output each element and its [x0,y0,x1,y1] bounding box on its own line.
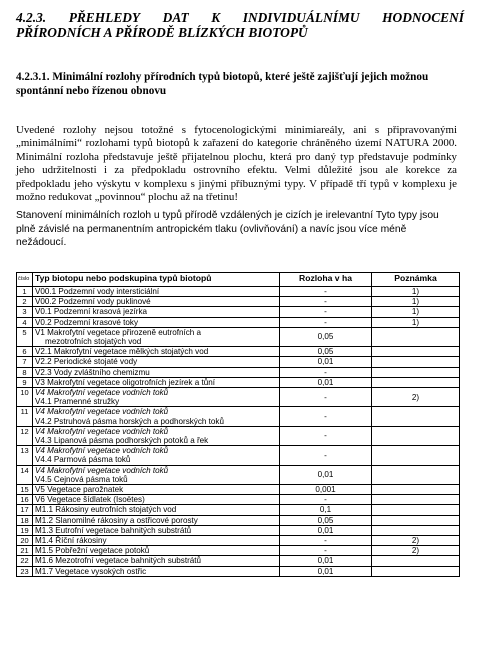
note-cell [372,446,460,465]
biotope-type-cell [33,536,280,546]
biotope-type-cell [33,505,280,515]
table-row [17,485,460,495]
biotope-type-label: V2.1 Makrofytní vegetace mělkých stojatých vod [35,347,209,357]
heading-word: HODNOCENÍ [382,10,464,25]
area-cell: 0,01 [280,525,372,535]
table-row [17,465,460,484]
biotope-type-label: V3 Makrofytní vegetace oligotrofních jezírek a tůní [35,377,215,387]
row-number: 22 [17,556,33,566]
area-cell: - [280,446,372,465]
biotope-type-label: V1 Makrofytní vegetace přirozeně eutrofních a [35,327,202,337]
table-row [17,505,460,515]
biotope-type-cell [33,465,280,484]
table-row [17,347,460,357]
note-cell [372,505,460,515]
biotope-type-cell [33,525,280,535]
area-cell: 0,01 [280,556,372,566]
col-header-biotope-type: Typ biotopu nebo podskupina typů biotopů [33,273,280,287]
area-cell: 0,05 [280,515,372,525]
table-row [17,495,460,505]
table-row [17,287,460,297]
irrelevance-paragraph: Stanovení minimálních rozloh u typů přírodě vzdálených je cizích je irelevantní Tyto typy jsou plně závislé na permanentním antropickém tlaku (ovlivňování) a navíc jsou více méně nežádoucí. [16,210,439,249]
table-row [17,426,460,445]
area-cell: - [280,317,372,327]
area-cell: - [280,546,372,556]
biotope-type-cell [33,347,280,357]
biotope-type-label: V00.1 Podzemní vody intersticiální [35,287,160,296]
note-cell: 2) [372,388,460,407]
area-cell: - [280,307,372,317]
note-cell: 1) [372,287,460,297]
area-cell: - [280,367,372,377]
table-row [17,377,460,387]
note-cell [372,377,460,387]
biotope-type-label: M1.6 Mezotrofní vegetace bahnitých substrátů [35,556,202,566]
note-cell: 2) [372,536,460,546]
area-cell: 0,01 [280,566,372,576]
table-row [17,525,460,535]
row-number: 23 [17,566,33,576]
note-cell [372,367,460,377]
biotope-type-cell [33,446,280,465]
area-cell: - [280,495,372,505]
biotope-group-label: V4 Makrofytní vegetace vodních toků [35,407,169,417]
heading-line-2: PŘÍRODNÍCH A PŘÍRODĚ BLÍZKÝCH BIOTOPŮ [16,25,308,40]
note-cell [372,357,460,367]
biotope-type-label: mezotrofních stojatých vod [45,337,142,347]
biotope-type-cell [33,485,280,495]
row-number: 21 [17,546,33,556]
area-cell: - [280,287,372,297]
biotope-type-cell [33,317,280,327]
biotope-type-cell [33,495,280,505]
area-cell: 0,01 [280,465,372,484]
row-number: 5 [17,327,33,346]
biotope-type-label: M1.5 Pobřežní vegetace potoků [35,546,150,556]
biotope-type-label: V4.4 Parmová pásma toků [35,455,131,465]
biotope-type-label: V0.1 Podzemní krasová jezírka [35,307,148,317]
intro-paragraph: Uvedené rozlohy nejsou totožné s fytocenologickými minimiareály, ani s připravovanými „minimálními“ rozlohami typů biotopů k zařazení do kategorie chráněného území NATURA 2000. Minimální rozloha představuje ještě přijatelnou plochu, která pro daný typ představuje podmínky jeho udržitelnosti i za předpokladu ostrovního efektu. Velmi důležité jsou ale korekce za předpokladu jeho výskytu v komplexu s jinými příbuznými typy. V případě tří typů v komplexu je možno redukovat „povinnou“ plochu až na třetinu! [16,124,457,204]
biotope-type-label: V4.1 Pramenné stružky [35,397,120,407]
row-number: 4 [17,317,33,327]
biotope-type-label: V5 Vegetace parožnatek [35,485,124,495]
biotope-type-label: V6 Vegetace šídlatek (Isoëtes) [35,495,145,505]
area-cell: - [280,297,372,307]
biotope-type-cell [33,407,280,426]
biotope-type-label: M1.3 Eutrofní vegetace bahnitých substrátů [35,525,192,535]
biotope-type-label: V2.3 Vody zvláštního chemizmu [35,367,150,377]
table-row [17,307,460,317]
table-row [17,446,460,465]
biotope-type-cell [33,388,280,407]
biotope-type-cell [33,515,280,525]
biotope-type-label: M1.2 Slanomilné rákosiny a ostřicové porosty [35,515,198,525]
heading-word: INDIVIDUÁLNÍMU [242,10,360,25]
biotope-type-label: V4.5 Cejnová pásma toků [35,474,128,484]
note-cell [372,327,460,346]
biotope-group-label: V4 Makrofytní vegetace vodních toků [35,465,169,475]
biotope-type-label: V00.2 Podzemní vody puklinové [35,297,151,307]
biotope-type-label: V4.2 Pstruhová pásma horských a podhorských toků [35,416,224,426]
biotope-group-label: V4 Makrofytní vegetace vodních toků [35,426,169,436]
row-number: 17 [17,505,33,515]
table-body [17,287,460,577]
area-cell: 0,05 [280,347,372,357]
area-cell: 0,1 [280,505,372,515]
table-row [17,515,460,525]
biotope-type-label: M1.7 Vegetace vysokých ostřic [35,566,147,576]
note-cell: 1) [372,317,460,327]
row-number: 1 [17,287,33,297]
row-number: 13 [17,446,33,465]
area-cell: 0,001 [280,485,372,495]
biotope-area-table [16,272,460,577]
biotope-type-cell [33,546,280,556]
biotope-type-cell [33,307,280,317]
note-cell [372,426,460,445]
row-number: 9 [17,377,33,387]
biotope-type-label: V4.3 Lipanová pásma podhorských potoků a řek [35,436,209,446]
table-row [17,407,460,426]
heading-word: K [211,10,221,25]
area-cell: - [280,536,372,546]
col-header-number: číslo [17,273,33,287]
biotope-type-label: M1.1 Rákosiny eutrofních stojatých vod [35,505,177,515]
section-heading-4-2-3 [16,10,464,40]
heading-word: DAT [162,10,189,25]
row-number: 15 [17,485,33,495]
subsection-heading-4-2-3-1: 4.2.3.1. Minimální rozlohy přírodních typů biotopů, které ještě zajišťují jejich možnou spontánní nebo řízenou obnovu [16,71,429,97]
table-row [17,546,460,556]
note-cell [372,495,460,505]
note-cell [372,347,460,357]
note-cell [372,566,460,576]
note-cell [372,556,460,566]
row-number: 6 [17,347,33,357]
note-cell: 1) [372,307,460,317]
row-number: 11 [17,407,33,426]
note-cell [372,465,460,484]
area-cell: 0,01 [280,377,372,387]
biotope-type-label: V2.2 Periodické stojaté vody [35,357,138,367]
biotope-type-cell [33,327,280,346]
row-number: 16 [17,495,33,505]
row-number: 20 [17,536,33,546]
table-row [17,327,460,346]
area-cell: - [280,407,372,426]
row-number: 10 [17,388,33,407]
biotope-type-cell [33,357,280,367]
heading-word: PŘEHLEDY [68,10,141,25]
table-row [17,388,460,407]
table-row [17,556,460,566]
note-cell: 1) [372,297,460,307]
heading-word: 4.2.3. [16,10,47,25]
note-cell [372,485,460,495]
row-number: 14 [17,465,33,484]
table-row [17,317,460,327]
row-number: 3 [17,307,33,317]
table-row [17,297,460,307]
note-cell [372,515,460,525]
note-cell [372,407,460,426]
table-row [17,357,460,367]
area-cell: - [280,426,372,445]
biotope-type-cell [33,367,280,377]
biotope-type-cell [33,556,280,566]
row-number: 7 [17,357,33,367]
table-row [17,367,460,377]
biotope-type-cell [33,426,280,445]
row-number: 18 [17,515,33,525]
biotope-type-cell [33,566,280,576]
note-cell: 2) [372,546,460,556]
col-header-note: Poznámka [372,273,460,287]
table-row [17,536,460,546]
biotope-type-cell [33,297,280,307]
biotope-group-label: V4 Makrofytní vegetace vodních toků [35,446,169,456]
table-header-row [17,273,460,287]
table-row [17,566,460,576]
area-cell: - [280,388,372,407]
area-cell: 0,05 [280,327,372,346]
note-cell [372,525,460,535]
biotope-type-cell [33,377,280,387]
col-header-area: Rozloha v ha [280,273,372,287]
area-cell: 0,01 [280,357,372,367]
row-number: 12 [17,426,33,445]
row-number: 19 [17,525,33,535]
biotope-type-label: M1.4 Říční rákosiny [35,536,107,546]
biotope-type-label: V0.2 Podzemní krasové toky [35,317,139,327]
biotope-group-label: V4 Makrofytní vegetace vodních toků [35,388,169,398]
heading-line-1 [16,10,464,25]
row-number: 8 [17,367,33,377]
biotope-type-cell [33,287,280,297]
row-number: 2 [17,297,33,307]
